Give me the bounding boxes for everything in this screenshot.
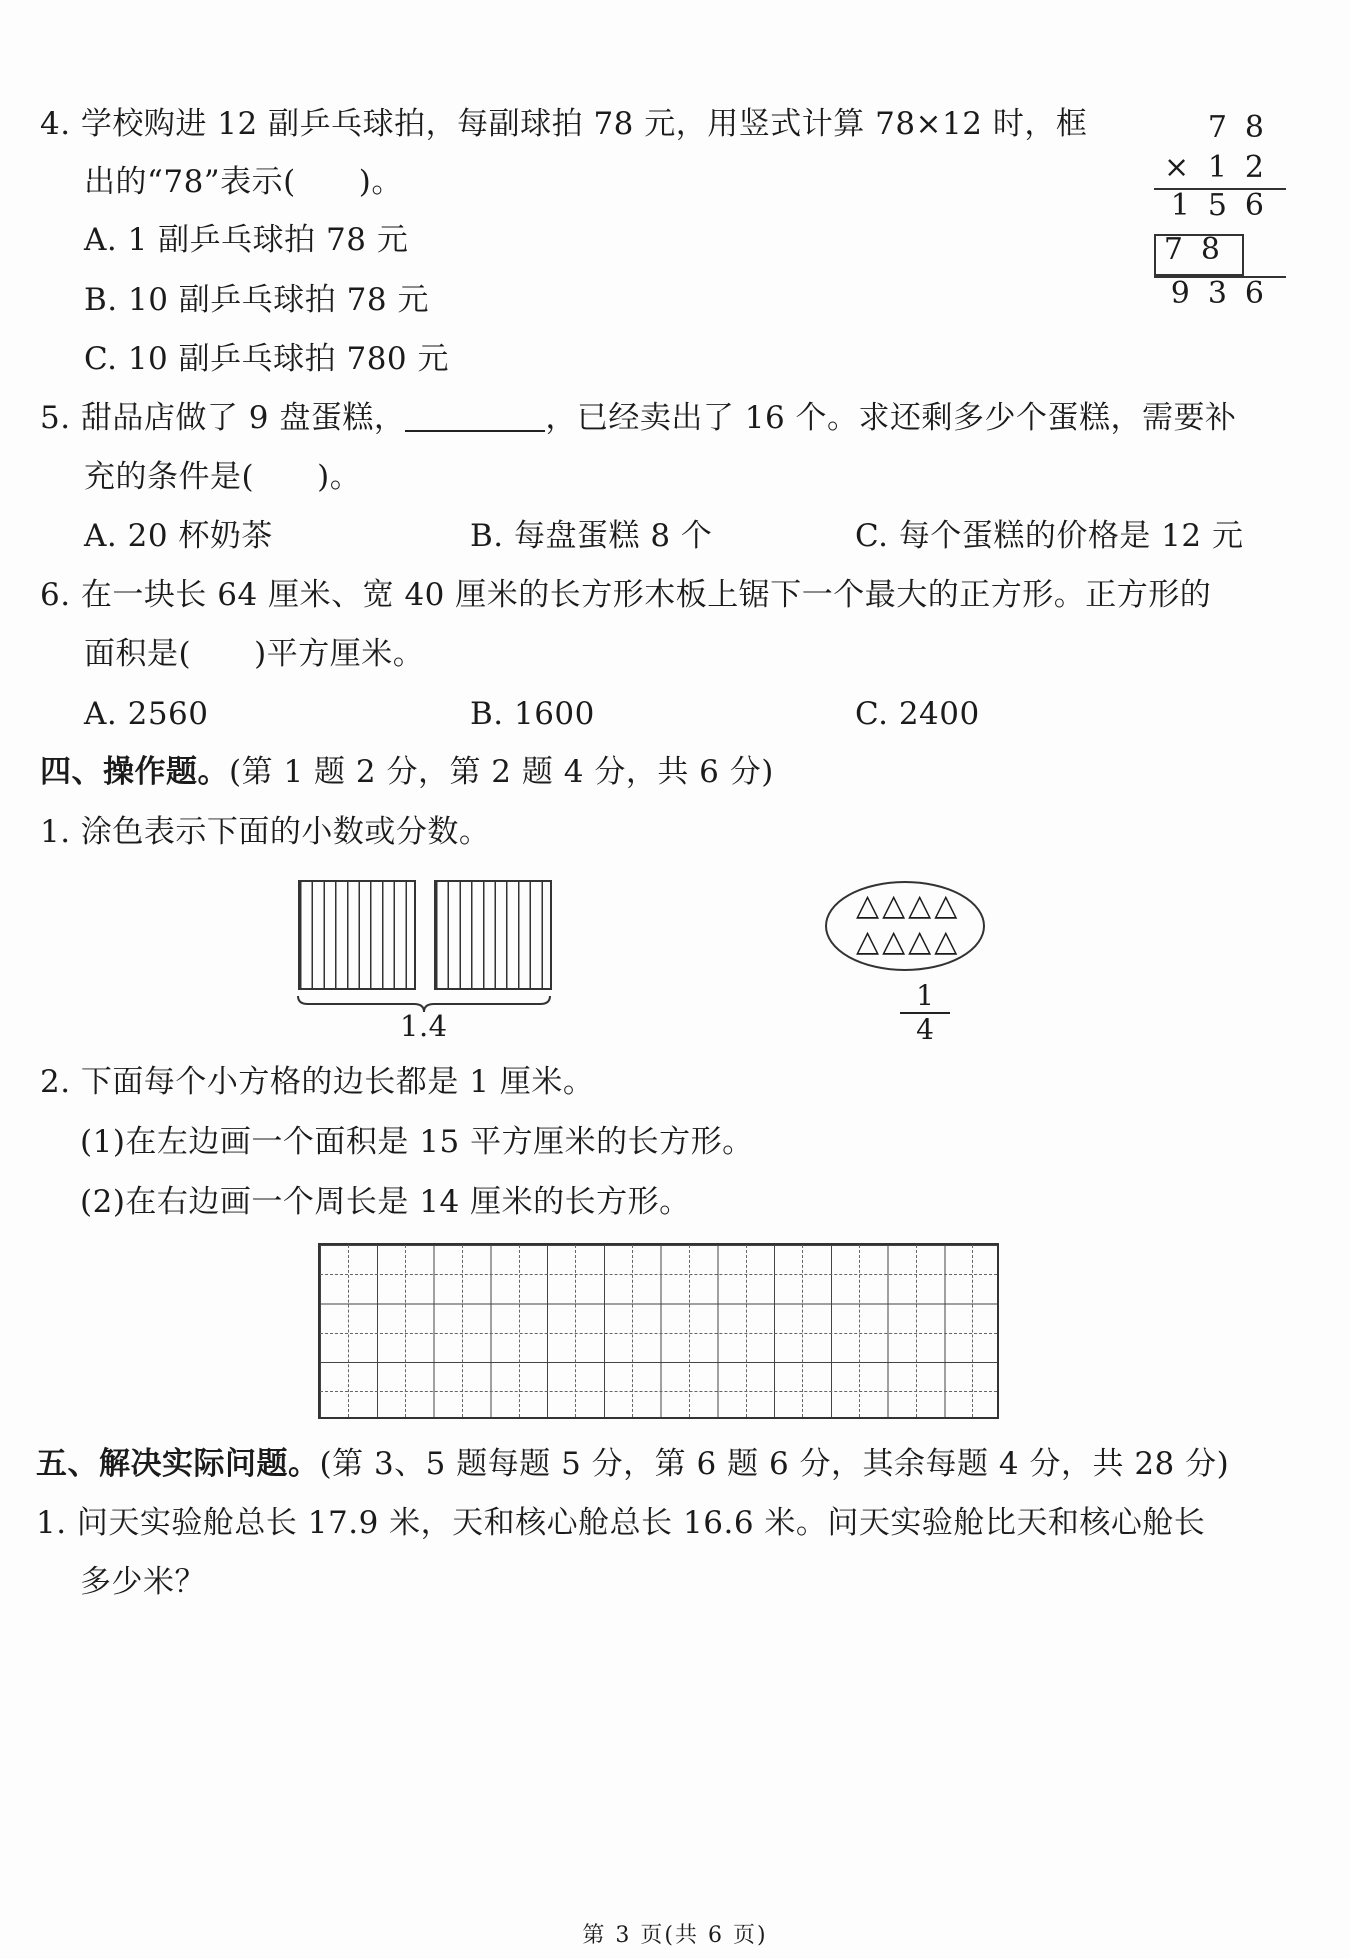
grid-dash-h xyxy=(320,1333,997,1334)
grid-dash-v xyxy=(746,1245,747,1417)
section5-score: (第 3、5 题每题 5 分，第 6 题 6 分，其余每题 4 分，共 28 分) xyxy=(319,1446,1230,1482)
q4-line2: 出的“78”表示( )。 xyxy=(84,164,403,200)
grid-dash-v xyxy=(405,1245,406,1417)
grid-dash-v xyxy=(632,1245,633,1417)
triangle-row-1[interactable]: △△△△ xyxy=(856,888,961,923)
q5-option-c: C. 每个蛋糕的价格是 12 元 xyxy=(855,518,1244,554)
q5-line1 xyxy=(40,396,1237,440)
fraction-one-quarter xyxy=(900,980,950,1046)
q5-line1-start: 5. 甜品店做了 9 盘蛋糕， xyxy=(40,400,406,436)
q5-option-a: A. 20 杯奶茶 xyxy=(84,518,273,554)
section4-q2-part1: (1)在左边画一个面积是 15 平方厘米的长方形。 xyxy=(80,1124,754,1160)
mult-row-5: 936 xyxy=(1170,276,1282,311)
page-footer: 第 3 页(共 6 页) xyxy=(582,1923,768,1948)
triangle-row-2[interactable]: △△△△ xyxy=(856,924,961,959)
q4-line1: 4. 学校购进 12 副乒乓球拍，每副球拍 78 元，用竖式计算 78×12 时，框 xyxy=(40,106,1088,142)
q5-line1-end: ，已经卖出了 16 个。求还剩多少个蛋糕，需要补 xyxy=(545,400,1237,436)
fraction-numerator: 1 xyxy=(900,980,950,1014)
section4-title: 四、操作题。 xyxy=(40,754,229,790)
grid-dash-v xyxy=(519,1245,520,1417)
decimal-label: 1.4 xyxy=(400,1009,448,1043)
grid-dash-v xyxy=(348,1245,349,1417)
section5-q1-line1: 1. 问天实验舱总长 17.9 米，天和核心舱总长 16.6 米。问天实验舱比天和核心舱长 xyxy=(36,1505,1206,1541)
section4-score: (第 1 题 2 分，第 2 题 4 分，共 6 分) xyxy=(229,754,774,790)
q6-line1: 6. 在一块长 64 厘米、宽 40 厘米的长方形木板上锯下一个最大的正方形。正方形的 xyxy=(40,577,1212,613)
mult-operator: × xyxy=(1164,150,1208,185)
section4-q1: 1. 涂色表示下面的小数或分数。 xyxy=(40,814,491,850)
q4-option-a: A. 1 副乒乓球拍 78 元 xyxy=(84,222,409,258)
mult-row-2: 12 xyxy=(1207,150,1282,185)
q5-blank[interactable] xyxy=(405,400,545,432)
section5-title: 五、解决实际问题。 xyxy=(36,1446,320,1482)
q4-option-b: B. 10 副乒乓球拍 78 元 xyxy=(84,282,429,318)
section4-q2-part2: (2)在右边画一个周长是 14 厘米的长方形。 xyxy=(80,1184,691,1220)
section5-heading xyxy=(36,1442,1229,1486)
grid-dash-v xyxy=(916,1245,917,1417)
mult-row-3: 156 xyxy=(1170,188,1282,223)
grid-dash-v xyxy=(462,1245,463,1417)
q6-line2: 面积是( )平方厘米。 xyxy=(84,636,425,672)
grid-dash-v xyxy=(575,1245,576,1417)
mult-row-4: 78 xyxy=(1163,232,1238,267)
q6-option-a: A. 2560 xyxy=(84,696,209,732)
decimal-strip-2[interactable] xyxy=(434,880,552,990)
q5-line2: 充的条件是( )。 xyxy=(84,459,362,495)
grid-dash-h xyxy=(320,1274,997,1275)
fraction-denominator: 4 xyxy=(916,1013,934,1046)
grid-dash-h xyxy=(320,1391,997,1392)
section5-q1-line2: 多少米？ xyxy=(80,1564,206,1600)
section4-q2: 2. 下面每个小方格的边长都是 1 厘米。 xyxy=(40,1064,595,1100)
grid-dash-v xyxy=(859,1245,860,1417)
q4-option-c: C. 10 副乒乓球拍 780 元 xyxy=(84,341,449,377)
decimal-strip-1[interactable] xyxy=(298,880,416,990)
grid-dash-v xyxy=(689,1245,690,1417)
q6-option-c: C. 2400 xyxy=(855,696,980,732)
q5-option-b: B. 每盘蛋糕 8 个 xyxy=(470,518,713,554)
grid-dash-v xyxy=(972,1245,973,1417)
grid-dash-v xyxy=(802,1245,803,1417)
mult-row-1: 78 xyxy=(1207,110,1282,145)
drawing-grid[interactable] xyxy=(318,1243,999,1419)
section4-heading xyxy=(40,750,774,794)
q6-option-b: B. 1600 xyxy=(470,696,595,732)
